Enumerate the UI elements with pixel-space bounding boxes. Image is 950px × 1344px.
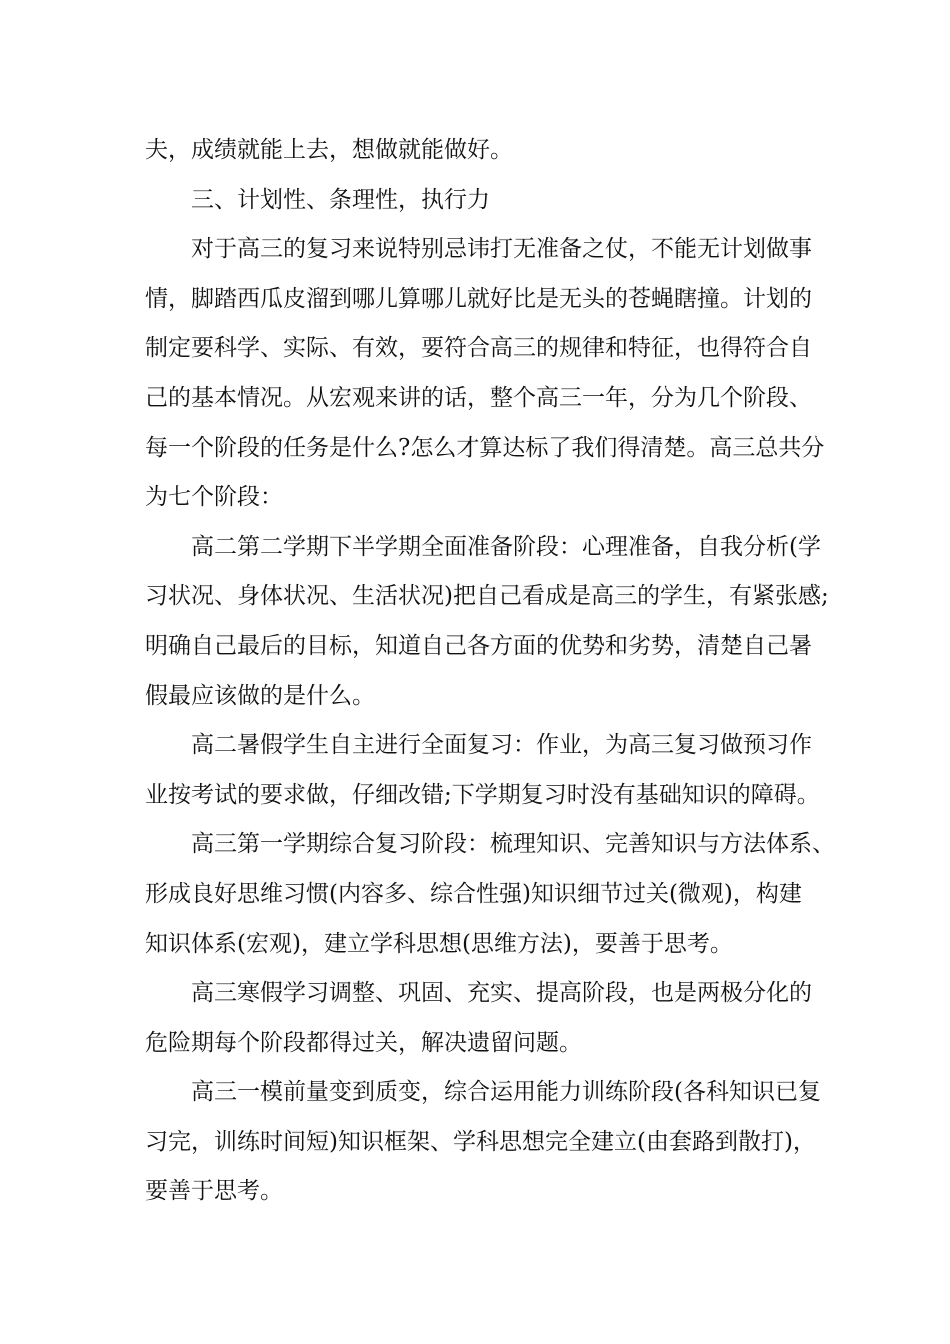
text-line: 知识体系(宏观)，建立学科思想(思维方法)，要善于思考。 <box>145 930 733 957</box>
document-body <box>145 126 835 1217</box>
text-line: 己的基本情况。从宏观来讲的话，整个高三一年，分为几个阶段、 <box>145 384 812 411</box>
paragraph-stage-3 <box>145 820 835 969</box>
text-line: 对于高三的复习来说特别忌讳打无准备之仗，不能无计划做事 <box>191 236 812 263</box>
text-line: 假最应该做的是什么。 <box>145 682 375 709</box>
paragraph-stage-1 <box>145 523 829 721</box>
text-line: 为七个阶段： <box>145 484 283 511</box>
text-line: 要善于思考。 <box>145 1178 283 1205</box>
text-line: 制定要科学、实际、有效，要符合高三的规律和特征，也得符合自 <box>145 335 812 362</box>
paragraph-stage-5 <box>145 1068 820 1217</box>
paragraph-planning <box>145 225 825 523</box>
text-line: 形成良好思维习惯(内容多、综合性强)知识细节过关(微观)，构建 <box>145 880 802 907</box>
paragraph-stage-4 <box>145 969 820 1068</box>
text-line: 业按考试的要求做，仔细改错;下学期复习时没有基础知识的障碍。 <box>145 781 820 808</box>
section-heading <box>145 176 820 226</box>
paragraph-continuation <box>145 126 820 176</box>
text-line: 高二第二学期下半学期全面准备阶段：心理准备，自我分析(学 <box>191 533 821 560</box>
text-line: 习状况、身体状况、生活状况)把自己看成是高三的学生，有紧张感; <box>145 583 829 610</box>
text-line: 习完，训练时间短)知识框架、学科思想完全建立(由套路到散打)， <box>145 1128 816 1155</box>
text-line: 高三第一学期综合复习阶段：梳理知识、完善知识与方法体系、 <box>191 831 835 858</box>
paragraph-stage-2 <box>145 721 820 820</box>
heading-text: 三、计划性、条理性，执行力 <box>191 186 490 213</box>
text-line: 每一个阶段的任务是什么?怎么才算达标了我们得清楚。高三总共分 <box>145 434 825 461</box>
text-line: 危险期每个阶段都得过关，解决遗留问题。 <box>145 1029 582 1056</box>
text-line: 高二暑假学生自主进行全面复习：作业，为高三复习做预习作 <box>191 732 812 759</box>
text-line: 明确自己最后的目标，知道自己各方面的优势和劣势，清楚自己暑 <box>145 632 812 659</box>
text-line: 高三寒假学习调整、巩固、充实、提高阶段，也是两极分化的 <box>191 980 812 1007</box>
text-line: 夫，成绩就能上去，想做就能做好。 <box>145 137 513 163</box>
text-line: 情，脚踏西瓜皮溜到哪儿算哪儿就好比是无头的苍蝇瞎撞。计划的 <box>145 285 812 312</box>
text-line: 高三一模前量变到质变，综合运用能力训练阶段(各科知识已复 <box>191 1079 821 1106</box>
